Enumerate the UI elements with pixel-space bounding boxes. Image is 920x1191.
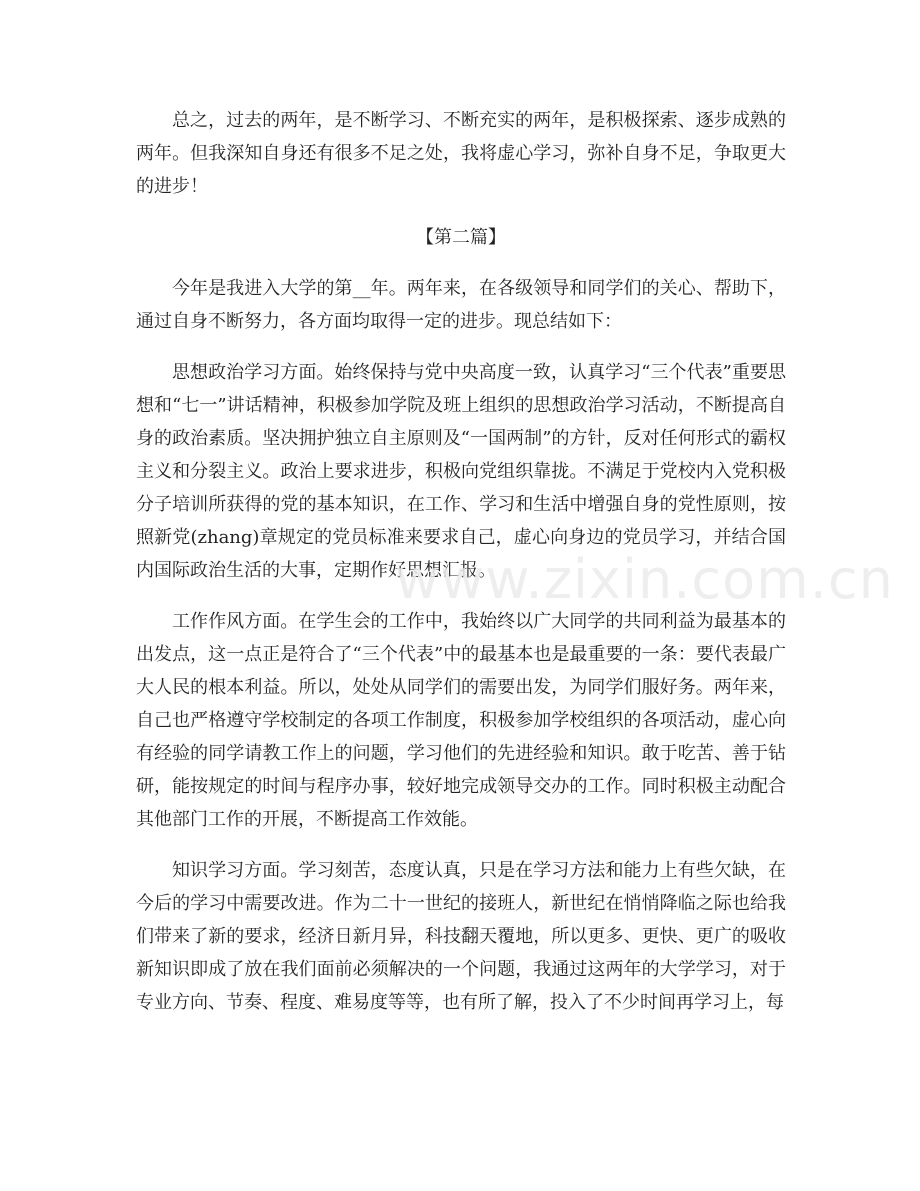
paragraph-intro: 今年是我进入大学的第__年。两年来，在各级领导和同学们的关心、帮助下，通过自身不断努力，各方面均取得一定的进步。现总结如下： — [136, 278, 786, 332]
watermark: www.zixin.com.cn — [395, 548, 894, 611]
paragraph-political-study: 思想政治学习方面。始终保持与党中央高度一致，认真学习“三个代表”重要思想和“七一”讲话精神，积极参加学院及班上组织的思想政治学习活动，不断提高自身的政治素质。坚决拥护独立自主原则及“一国两制”的方针，反对任何形式的霸权主义和分裂主义。政治上要求进步，积极向党组织靠拢。不满足于党校内入党积极分子培训所获得的党的基本知识，在工作、学习和生活中增强自身的党性原则，按照新党(zhang)章规定的党员标准来要求自己，虚心向身边的党员学习，并结合国内国际政治生活的大事，定期作好思想汇报。 — [136, 362, 786, 581]
section-heading: 【第二篇】 — [416, 227, 506, 248]
paragraph-knowledge-study: 知识学习方面。学习刻苦，态度认真，只是在学习方法和能力上有些欠缺，在今后的学习中需要改进。作为二十一世纪的接班人，新世纪在悄悄降临之际也给我们带来了新的要求，经济日新月异，科技翻天覆地，所以更多、更快、更广的吸收新知识即成了放在我们面前必须解决的一个问题，我通过这两年的大学学习，对于专业方向、节奏、程度、难易度等等，也有所了解，投入了不少时间再学习上，每 — [136, 860, 786, 1013]
document-body — [136, 104, 786, 1037]
paragraph-conclusion: 总之，过去的两年，是不断学习、不断充实的两年，是积极探索、逐步成熟的两年。但我深知自身还有很多不足之处，我将虚心学习，弥补自身不足，争取更大的进步！ — [136, 110, 786, 197]
paragraph-work-style: 工作作风方面。在学生会的工作中，我始终以广大同学的共同利益为最基本的出发点，这一点正是符合了“三个代表”中的最基本也是最重要的一条：要代表最广大人民的根本利益。所以，处处从同学们的需要出发，为同学们服好务。两年来，自己也严格遵守学校制定的各项工作制度，积极参加学校组织的各项活动，虚心向有经验的同学请教工作上的问题，学习他们的先进经验和知识。敢于吃苦、善于钻研，能按规定的时间与程序办事，较好地完成领导交办的工作。同时积极主动配合其他部门工作的开展，不断提高工作效能。 — [136, 611, 786, 830]
